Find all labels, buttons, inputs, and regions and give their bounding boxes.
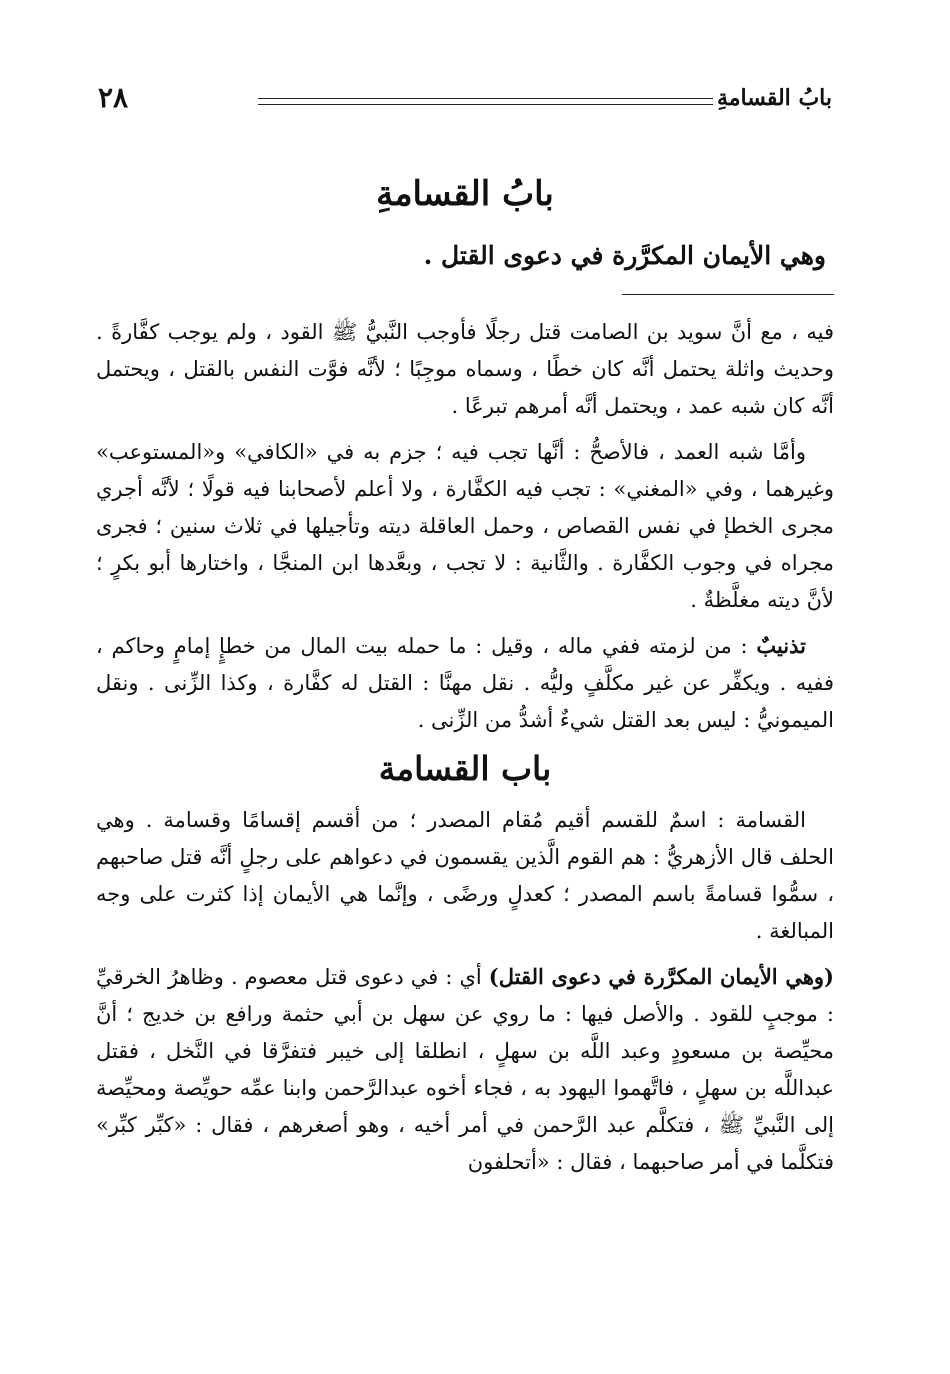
matn-text: وهي الأيمان المكرَّرة في دعوى القتل . [423, 241, 826, 270]
commentary-paragraph [96, 313, 834, 425]
paragraph-text: : من لزمته ففي ماله ، وقيل : ما حمله بيت المال من خطإٍ إمامٍ وحاكم ، ففيه . ويكفِّر عن غير مكلَّفٍ وليُّه . نقل مهنَّا : القتل له كفَّارة ، وكذا الزِّنى . ونقل الميمونيُّ : ليس بعد القتل شيءٌ أشدُّ من الزِّنى . [96, 634, 834, 732]
paragraph-text: القسامة : اسمٌ للقسم أقيم مُقام المصدر ؛ من أقسم إقسامًا وقسامة . وهي الحلف قال الأزهريُّ : هم القوم الَّذين يقسمون في دعواهم على رجلٍ أنَّه قتل صاحبهم ، سمُّوا قسامةً باسم المصدر ؛ كعدلٍ ورضًى ، وإنَّما هي الأيمان إذا كثرت على وجه المبالغة . [96, 808, 834, 943]
running-header [98, 78, 832, 118]
page-number: ٢٨ [98, 81, 129, 114]
commentary-paragraph [96, 627, 834, 739]
running-title: بابُ القسامةِ [716, 85, 832, 111]
commentary-paragraph [96, 801, 834, 950]
page-content [96, 170, 834, 1189]
paragraph-lead: تذنيبٌ [756, 633, 806, 658]
section-title: باب القسامة [378, 749, 552, 788]
paragraph-text: أي : في دعوى قتل معصوم . وظاهرُ الخرقيِّ : موجبٍ للقود . والأصل فيها : ما روي عن سهل بن أبي حثمة ورافع بن خديج ؛ أنَّ محيِّصة بن مسعودٍ وعبد اللَّه بن سهلٍ ، انطلقا إلى خيبر فتفرَّقا في النَّخل ، فقتل عبداللَّه بن سهلٍ ، فاتَّهموا اليهود به ، فجاء أخوه عبدالرَّحمن وابنا عمِّه حويِّصة ومحيِّصة إلى النَّبيِّ ﷺ ، فتكلَّم عبد الرَّحمن في أمر أخيه ، وهو أصغرهم ، فقال : «كبِّر كبِّر» فتكلَّما في أمر صاحبهما ، فقال : «أتحلفون [96, 965, 834, 1174]
chapter-title: بابُ القسامةِ [376, 174, 554, 214]
commentary-paragraph [96, 958, 834, 1181]
commentary-paragraph [96, 433, 834, 619]
header-rule [258, 98, 713, 105]
matn-rule [622, 294, 834, 295]
paragraph-text: فيه ، مع أنَّ سويد بن الصامت قتل رجلًا فأوجب النَّبيُّ ﷺ القود ، ولم يوجب كفَّارةً . وحديث واثلة يحتمل أنَّه كان خطًا ، وسماه موجِبًا ؛ لأنَّه فوَّت النفس بالقتل ، ويحتمل أنَّه كان شبه عمد ، ويحتمل أنَّه أمرهم تبرعًا . [96, 320, 834, 418]
paragraph-text: وأمَّا شبه العمد ، فالأصحُّ : أنَّها تجب فيه ؛ جزم به في «الكافي» و«المستوعب» وغيرهما ، وفي «المغني» : تجب فيه الكفَّارة ، ولا أعلم لأصحابنا فيه قولًا ؛ لأنَّه أجري مجرى الخطإ في نفس القصاص ، وحمل العاقلة ديته وتأجيلها في ثلاث سنين ؛ فجرى مجراه في وجوب الكفَّارة . والثَّانية : لا تجب ، وبعَّدها ابن المنجَّا ، واختارها أبو بكرٍ ؛ لأنَّ ديته مغلَّظةٌ . [96, 440, 834, 612]
paragraph-lead: (وهي الأيمان المكرَّرة في دعوى القتل) [488, 964, 834, 989]
